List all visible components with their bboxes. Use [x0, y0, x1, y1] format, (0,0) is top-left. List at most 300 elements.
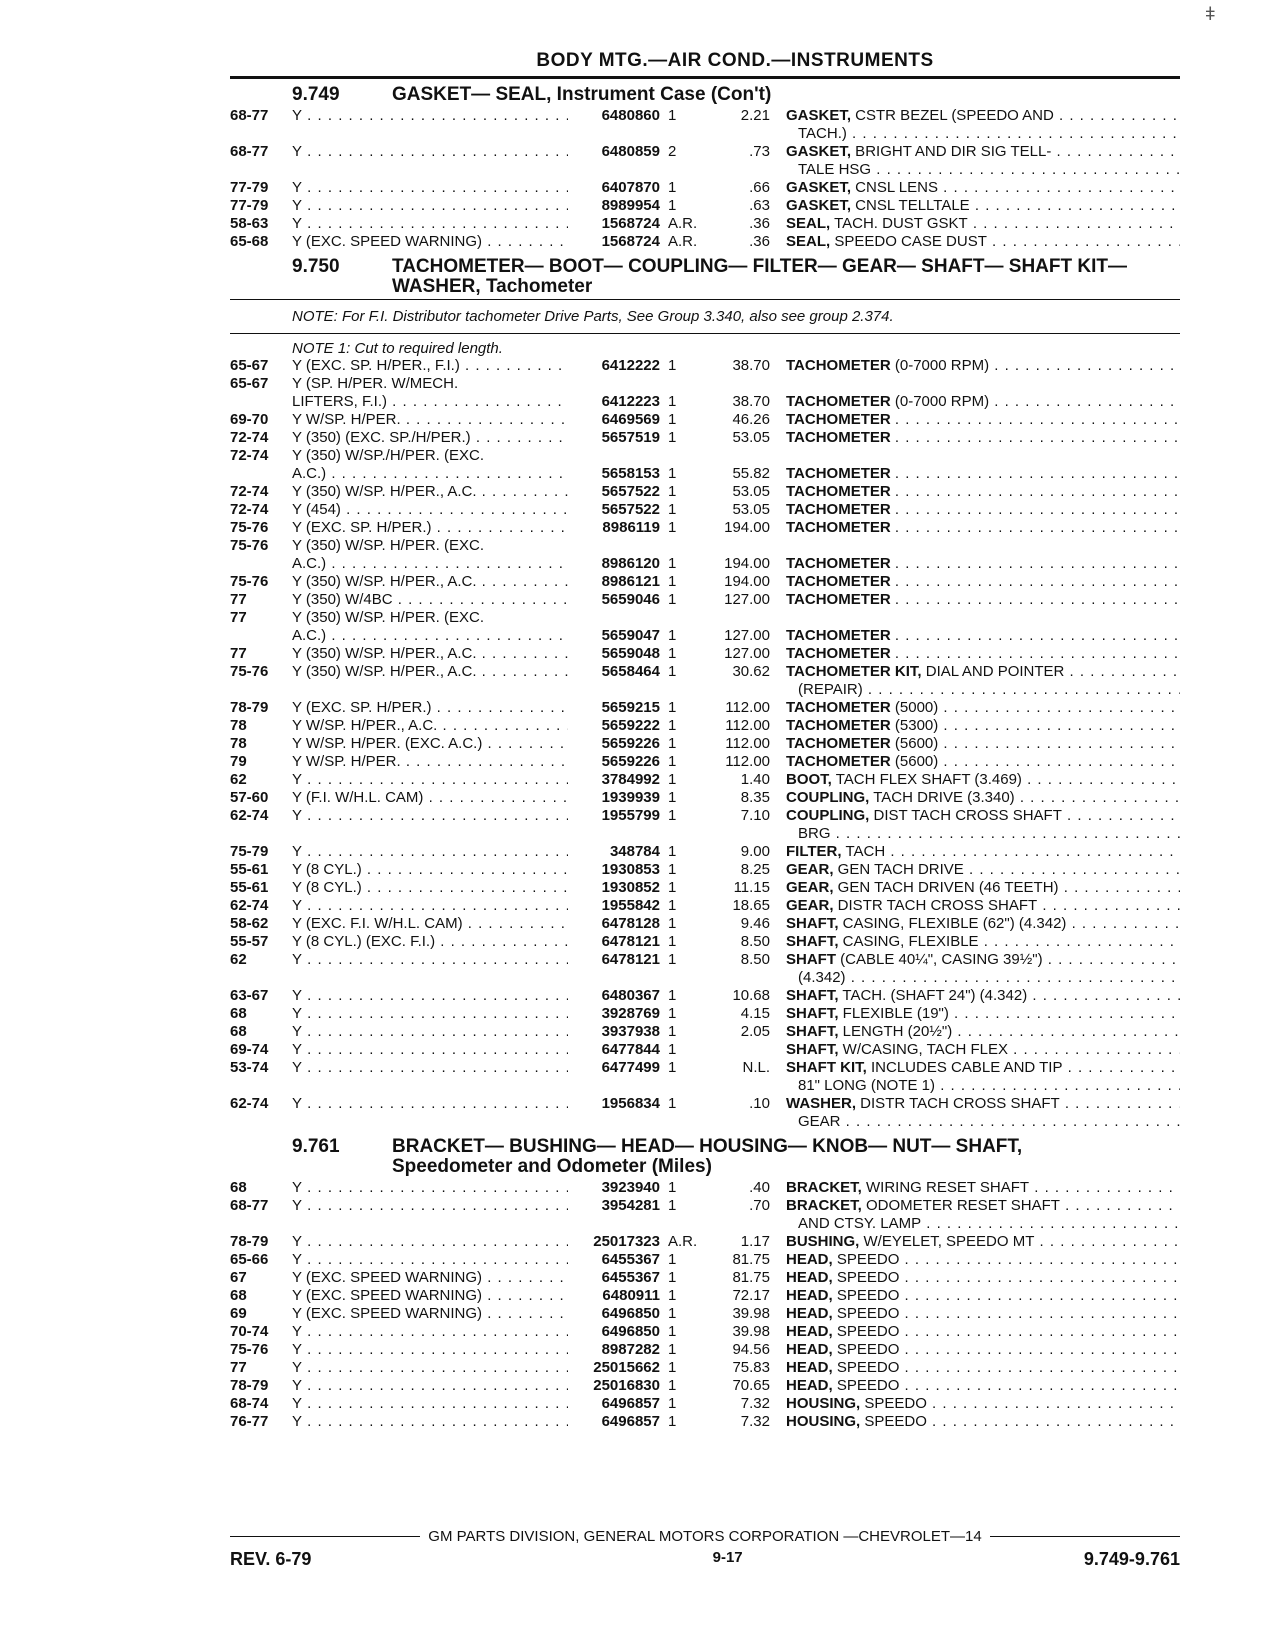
quantity-cell	[660, 125, 698, 143]
application-cell: Y . . .	[292, 143, 568, 161]
description-cell: GASKET, BRIGHT AND DIR SIG TELL- . . .	[770, 143, 1180, 161]
part-number-cell: 5659222	[601, 717, 660, 734]
part-number-cell: 6480859	[601, 143, 660, 160]
table-row	[230, 915, 1180, 933]
description-cell: SHAFT, FLEXIBLE (19") . . .	[770, 1005, 1180, 1023]
year-cell	[230, 125, 292, 143]
part-number-cell	[568, 125, 660, 143]
quantity-cell	[660, 537, 698, 555]
table-row	[230, 375, 1180, 393]
application-cell: Y . . .	[292, 1179, 568, 1197]
part-name: SEAL,	[786, 215, 831, 232]
quantity-cell: 1	[668, 789, 677, 806]
part-name: HEAD,	[786, 1287, 833, 1304]
quantity-cell: 1	[668, 357, 677, 374]
price-cell	[698, 1041, 770, 1059]
year-cell: 78-79	[230, 699, 269, 716]
description-cell: (REPAIR) . . .	[770, 681, 1180, 699]
table-row	[230, 411, 1180, 429]
year-cell: 58-62	[230, 915, 269, 932]
price-cell: 4.15	[740, 1005, 770, 1022]
price-cell: 1.40	[740, 771, 770, 788]
table-row	[230, 519, 1180, 537]
price-cell: 38.70	[732, 393, 770, 410]
part-name: COUPLING,	[786, 807, 870, 824]
part-name: TACHOMETER	[786, 519, 891, 536]
part-number-cell: 3923940	[601, 1179, 660, 1196]
part-number-cell	[568, 969, 660, 987]
header-rule	[230, 76, 1180, 79]
part-name: TACHOMETER	[786, 591, 891, 608]
application-cell: Y (350) W/4BC . . .	[292, 591, 568, 609]
section-number: 9.749	[292, 84, 340, 105]
application-cell: Y . . .	[292, 771, 568, 789]
price-cell	[698, 125, 770, 143]
description-cell: HEAD, SPEEDO . . .	[770, 1269, 1180, 1287]
part-number-cell: 25016830	[593, 1377, 660, 1394]
description-cell: BRG . . .	[770, 825, 1180, 843]
year-cell: 53-74	[230, 1059, 269, 1076]
table-row	[230, 537, 1180, 555]
price-cell: 194.00	[724, 519, 770, 536]
quantity-cell	[660, 609, 698, 627]
year-cell: 75-79	[230, 843, 269, 860]
description-cell: GEAR . . .	[770, 1113, 1180, 1131]
part-name: BRACKET,	[786, 1179, 862, 1196]
year-cell: 77-79	[230, 197, 269, 214]
year-cell: 55-61	[230, 861, 269, 878]
year-cell	[230, 627, 292, 645]
description-cell: HEAD, SPEEDO . . .	[770, 1305, 1180, 1323]
application-cell	[292, 681, 568, 699]
price-cell: .40	[749, 1179, 770, 1196]
description-cell: TACHOMETER (5600) . . .	[770, 753, 1180, 771]
year-cell: 55-61	[230, 879, 269, 896]
price-cell	[698, 609, 770, 627]
price-cell	[698, 1215, 770, 1233]
application-cell: Y (EXC. SPEED WARNING) . . .	[292, 233, 568, 251]
part-number-cell: 6496850	[601, 1323, 660, 1340]
description-cell: GEAR, GEN TACH DRIVE . . .	[770, 861, 1180, 879]
table-row	[230, 233, 1180, 251]
quantity-cell: 2	[668, 143, 677, 160]
part-number-cell: 6480367	[601, 987, 660, 1004]
part-name: GEAR,	[786, 897, 834, 914]
year-cell: 77	[230, 1359, 247, 1376]
price-cell	[698, 375, 770, 393]
price-cell: 46.26	[732, 411, 770, 428]
description-cell: TACHOMETER KIT, DIAL AND POINTER . . .	[770, 663, 1180, 681]
quantity-cell: 1	[668, 1341, 677, 1358]
part-name: TACHOMETER	[786, 699, 891, 716]
part-name: TACHOMETER	[786, 627, 891, 644]
description-continuation	[230, 969, 1180, 987]
application-cell: Y (8 CYL.) (EXC. F.I.) . . .	[292, 933, 568, 951]
description-cell: GASKET, CNSL TELLTALE . . .	[770, 197, 1180, 215]
description-cell: GEAR, DISTR TACH CROSS SHAFT . . .	[770, 897, 1180, 915]
quantity-cell: 1	[668, 591, 677, 608]
table-row	[230, 753, 1180, 771]
year-cell: 68-77	[230, 107, 269, 124]
description-cell: HEAD, SPEEDO . . .	[770, 1251, 1180, 1269]
description-cell: GEAR, GEN TACH DRIVEN (46 TEETH) . . .	[770, 879, 1180, 897]
year-cell: 72-74	[230, 429, 269, 446]
year-cell: 68	[230, 1023, 247, 1040]
quantity-cell: 1	[668, 843, 677, 860]
table-row	[230, 1269, 1180, 1287]
year-cell: 68-77	[230, 143, 269, 160]
application-cell: Y (350) W/SP. H/PER., A.C. . . .	[292, 645, 568, 663]
description-cell: HEAD, SPEEDO . . .	[770, 1323, 1180, 1341]
table-row	[230, 197, 1180, 215]
application-cell: Y (350) (EXC. SP./H/PER.) . . .	[292, 429, 568, 447]
part-number-cell: 5659226	[601, 753, 660, 770]
part-number-cell: 6455367	[601, 1251, 660, 1268]
part-name: SHAFT,	[786, 933, 839, 950]
table-row	[230, 1377, 1180, 1395]
part-name: SHAFT,	[786, 1041, 839, 1058]
quantity-cell: 1	[668, 933, 677, 950]
table-row	[230, 1197, 1180, 1215]
quantity-cell: 1	[668, 1413, 677, 1430]
table-row	[230, 807, 1180, 825]
description-cell: SHAFT, TACH. (SHAFT 24") (4.342) . . .	[770, 987, 1180, 1005]
quantity-cell	[660, 1215, 698, 1233]
quantity-cell: 1	[668, 627, 677, 644]
application-cell: Y . . .	[292, 1023, 568, 1041]
quantity-cell: A.R.	[668, 215, 698, 232]
quantity-cell: 1	[668, 699, 677, 716]
part-number-cell: 8987282	[601, 1341, 660, 1358]
price-cell	[698, 447, 770, 465]
quantity-cell: 1	[668, 1023, 677, 1040]
part-number-cell: 1568724	[601, 215, 660, 232]
description-continuation	[230, 825, 1180, 843]
application-cell: Y (SP. H/PER. W/MECH.	[292, 375, 459, 392]
description-cell	[770, 375, 1180, 393]
table-row	[230, 1005, 1180, 1023]
part-number-cell: 5659226	[601, 735, 660, 752]
table-row	[230, 609, 1180, 627]
table-row	[230, 663, 1180, 681]
year-cell: 75-76	[230, 1341, 269, 1358]
application-cell: Y . . .	[292, 1041, 568, 1059]
application-cell	[292, 1077, 568, 1095]
part-name: SHAFT KIT,	[786, 1059, 867, 1076]
year-cell: 78-79	[230, 1233, 269, 1250]
quantity-cell: 1	[668, 1251, 677, 1268]
application-cell: Y (EXC. SPEED WARNING) . . .	[292, 1287, 568, 1305]
quantity-cell: 1	[668, 179, 677, 196]
part-name: TACHOMETER	[786, 429, 891, 446]
table-row	[230, 1251, 1180, 1269]
part-name: GASKET,	[786, 143, 852, 160]
footer-publisher: GM PARTS DIVISION, GENERAL MOTORS CORPORATION —CHEVROLET—14	[428, 1528, 982, 1545]
part-number-cell: 6407870	[601, 179, 660, 196]
year-cell: 68-77	[230, 1197, 269, 1214]
footer-line	[230, 1528, 1180, 1545]
description-cell: SHAFT, CASING, FLEXIBLE (62") (4.342) . . .	[770, 915, 1180, 933]
year-cell: 69-74	[230, 1041, 269, 1058]
part-name: TACHOMETER KIT,	[786, 663, 922, 680]
table-row	[230, 357, 1180, 375]
description-cell: BUSHING, W/EYELET, SPEEDO MT . . .	[770, 1233, 1180, 1251]
year-cell: 77	[230, 591, 247, 608]
table-row	[230, 429, 1180, 447]
year-cell	[230, 969, 292, 987]
quantity-cell: 1	[668, 197, 677, 214]
application-cell: Y (350) W/SP. H/PER., A.C. . . .	[292, 573, 568, 591]
part-number-cell	[568, 681, 660, 699]
table-row	[230, 1179, 1180, 1197]
description-cell: HOUSING, SPEEDO . . .	[770, 1395, 1180, 1413]
application-cell: Y . . .	[292, 1377, 568, 1395]
quantity-cell	[660, 447, 698, 465]
description-cell	[770, 411, 1180, 429]
part-number-cell: 1930853	[601, 861, 660, 878]
description-cell: HEAD, SPEEDO . . .	[770, 1287, 1180, 1305]
application-cell: Y . . .	[292, 1233, 568, 1251]
price-cell: 9.00	[740, 843, 770, 860]
table-row	[230, 717, 1180, 735]
quantity-cell: 1	[668, 1359, 677, 1376]
part-name: TACHOMETER	[786, 555, 891, 572]
description-cell	[770, 627, 1180, 645]
part-number-cell: 6496857	[601, 1395, 660, 1412]
quantity-cell: 1	[668, 645, 677, 662]
part-number-cell: 8986121	[601, 573, 660, 590]
year-cell: 75-76	[230, 573, 269, 590]
application-cell: Y (EXC. SPEED WARNING) . . .	[292, 1305, 568, 1323]
part-number-cell: 1568724	[601, 233, 660, 250]
year-cell: 78	[230, 717, 247, 734]
description-cell: TACHOMETER (0-7000 RPM) . . .	[770, 357, 1180, 375]
quantity-cell: 1	[668, 663, 677, 680]
price-cell: .73	[749, 143, 770, 160]
price-cell	[698, 161, 770, 179]
price-cell	[698, 969, 770, 987]
quantity-cell: 1	[668, 429, 677, 446]
quantity-cell: 1	[668, 1323, 677, 1340]
year-cell	[230, 1113, 292, 1131]
table-row	[230, 1395, 1180, 1413]
part-number-cell: 6478121	[601, 933, 660, 950]
table-row	[230, 573, 1180, 591]
section-title: BRACKET— BUSHING— HEAD— HOUSING— KNOB— NUT— SHAFT, Speedometer and Odometer (Miles)	[392, 1136, 1023, 1177]
application-cell: Y W/SP. H/PER., A.C. . . .	[292, 717, 568, 735]
year-cell: 75-76	[230, 663, 269, 680]
description-cell	[770, 465, 1180, 483]
price-cell: .36	[749, 215, 770, 232]
application-cell	[292, 969, 568, 987]
application-cell	[292, 1113, 568, 1131]
application-cell: Y (8 CYL.) . . .	[292, 879, 568, 897]
application-cell: Y . . .	[292, 1251, 568, 1269]
section-note: NOTE: For F.I. Distributor tachometer Drive Parts, See Group 3.340, also see group 2.374.	[292, 308, 894, 325]
quantity-cell: A.R.	[668, 233, 698, 250]
year-cell: 62-74	[230, 1095, 269, 1112]
price-cell: 194.00	[724, 555, 770, 572]
price-cell: 9.46	[740, 915, 770, 932]
price-cell: 39.98	[732, 1323, 770, 1340]
description-cell: COUPLING, DIST TACH CROSS SHAFT . . .	[770, 807, 1180, 825]
part-name: HEAD,	[786, 1269, 833, 1286]
description-cell: SHAFT, CASING, FLEXIBLE . . .	[770, 933, 1180, 951]
description-cell	[770, 483, 1180, 501]
page-header: BODY MTG.—AIR COND.—INSTRUMENTS	[536, 50, 934, 71]
application-cell	[292, 1215, 568, 1233]
price-cell: 127.00	[724, 591, 770, 608]
section-heading	[230, 257, 1180, 297]
table-row	[230, 1359, 1180, 1377]
part-number-cell: 5658464	[601, 663, 660, 680]
price-cell: 53.05	[732, 501, 770, 518]
part-number-cell: 1930852	[601, 879, 660, 896]
application-cell: Y (350) W/SP. H/PER., A.C. . . .	[292, 663, 568, 681]
table-row	[230, 1341, 1180, 1359]
description-continuation	[230, 125, 1180, 143]
price-cell: N.L.	[742, 1059, 770, 1076]
price-cell: 53.05	[732, 483, 770, 500]
description-cell: TACHOMETER (5600) . . .	[770, 735, 1180, 753]
price-cell	[698, 537, 770, 555]
price-cell: 81.75	[732, 1251, 770, 1268]
description-cell	[770, 591, 1180, 609]
part-name: SHAFT,	[786, 987, 839, 1004]
quantity-cell: 1	[668, 1269, 677, 1286]
part-name: TACHOMETER	[786, 735, 891, 752]
application-cell: Y (EXC. F.I. W/H.L. CAM) . . .	[292, 915, 568, 933]
year-cell: 68	[230, 1179, 247, 1196]
quantity-cell: 1	[668, 1059, 677, 1076]
page-number: 9-17	[712, 1549, 743, 1566]
application-cell: Y . . .	[292, 1341, 568, 1359]
quantity-cell: 1	[668, 879, 677, 896]
price-cell: .10	[749, 1095, 770, 1112]
price-cell: 2.21	[740, 107, 770, 124]
part-name: BOOT,	[786, 771, 832, 788]
part-name: TACHOMETER	[786, 393, 891, 410]
part-number-cell: 6480911	[602, 1287, 660, 1304]
price-cell: .66	[749, 179, 770, 196]
price-cell: 81.75	[732, 1269, 770, 1286]
section-title: TACHOMETER— BOOT— COUPLING— FILTER— GEAR— SHAFT— SHAFT KIT— WASHER, Tachometer	[392, 256, 1127, 297]
price-cell: 7.32	[740, 1413, 770, 1430]
description-cell	[770, 645, 1180, 663]
year-cell: 69	[230, 1305, 247, 1322]
year-cell: 77	[230, 609, 247, 626]
part-name: HOUSING,	[786, 1395, 861, 1412]
application-cell: Y (F.I. W/H.L. CAM) . . .	[292, 789, 568, 807]
application-cell: Y (350) W/SP. H/PER. (EXC.	[292, 609, 485, 626]
footer-rule-right	[990, 1536, 1180, 1537]
description-cell: HOUSING, SPEEDO . . .	[770, 1413, 1180, 1431]
description-continuation	[230, 1215, 1180, 1233]
part-name: GASKET,	[786, 107, 852, 124]
application-cell: Y . . .	[292, 1395, 568, 1413]
price-cell: 127.00	[724, 645, 770, 662]
table-row	[230, 1413, 1180, 1431]
part-name: TACHOMETER	[786, 483, 891, 500]
quantity-cell: 1	[668, 1377, 677, 1394]
part-name: TACHOMETER	[786, 411, 891, 428]
part-number-cell: 8989954	[601, 197, 660, 214]
part-number-cell: 6478121	[601, 951, 660, 968]
price-cell: 112.00	[725, 699, 770, 716]
price-cell: 127.00	[724, 627, 770, 644]
quantity-cell: 1	[668, 1395, 677, 1412]
quantity-cell: 1	[668, 861, 677, 878]
part-number-cell	[568, 1113, 660, 1131]
price-cell: 53.05	[732, 429, 770, 446]
price-cell: 18.65	[732, 897, 770, 914]
price-cell: .70	[749, 1197, 770, 1214]
table-row	[230, 1095, 1180, 1113]
description-continuation	[230, 1113, 1180, 1131]
application-cell: Y . . .	[292, 1095, 568, 1113]
quantity-cell: 1	[668, 411, 677, 428]
table-row	[230, 1305, 1180, 1323]
year-cell: 58-63	[230, 215, 269, 232]
part-number-cell: 5659046	[601, 591, 660, 608]
application-cell: Y W/SP. H/PER. . . .	[292, 753, 568, 771]
part-number-cell: 6480860	[601, 107, 660, 124]
quantity-cell	[660, 1077, 698, 1095]
part-number-cell: 3954281	[601, 1197, 660, 1214]
application-cell: Y . . .	[292, 197, 568, 215]
quantity-cell	[660, 375, 698, 393]
table-row	[230, 447, 1180, 465]
quantity-cell: 1	[668, 501, 677, 518]
quantity-cell: 1	[668, 465, 677, 482]
price-cell: 112.00	[725, 717, 770, 734]
year-cell	[230, 681, 292, 699]
table-row	[230, 933, 1180, 951]
part-name: GASKET,	[786, 179, 852, 196]
table-row	[230, 771, 1180, 789]
part-name: HEAD,	[786, 1341, 833, 1358]
year-cell: 62	[230, 771, 247, 788]
description-cell: BOOT, TACH FLEX SHAFT (3.469) . . .	[770, 771, 1180, 789]
year-cell: 68	[230, 1005, 247, 1022]
application-cell: Y . . .	[292, 107, 568, 125]
application-cell: A.C.) . . .	[292, 555, 568, 573]
quantity-cell: 1	[668, 107, 677, 124]
year-cell: 79	[230, 753, 247, 770]
quantity-cell	[660, 681, 698, 699]
description-cell	[770, 555, 1180, 573]
price-cell: 75.83	[732, 1359, 770, 1376]
quantity-cell: 1	[668, 555, 677, 572]
part-name: SHAFT	[786, 951, 836, 968]
application-cell: Y . . .	[292, 1359, 568, 1377]
application-cell: Y . . .	[292, 987, 568, 1005]
table-row	[230, 555, 1180, 573]
quantity-cell: 1	[668, 483, 677, 500]
application-cell: Y . . .	[292, 1323, 568, 1341]
part-name: TACHOMETER	[786, 717, 891, 734]
year-cell: 75-76	[230, 537, 269, 554]
description-cell: SEAL, SPEEDO CASE DUST . . .	[770, 233, 1180, 251]
table-row	[230, 393, 1180, 411]
part-number-cell: 6477844	[601, 1041, 660, 1058]
price-cell: 8.25	[740, 861, 770, 878]
part-number-cell: 3928769	[601, 1005, 660, 1022]
description-cell: WASHER, DISTR TACH CROSS SHAFT . . .	[770, 1095, 1180, 1113]
description-cell: SEAL, TACH. DUST GSKT . . .	[770, 215, 1180, 233]
part-name: HEAD,	[786, 1377, 833, 1394]
price-cell: 112.00	[725, 753, 770, 770]
